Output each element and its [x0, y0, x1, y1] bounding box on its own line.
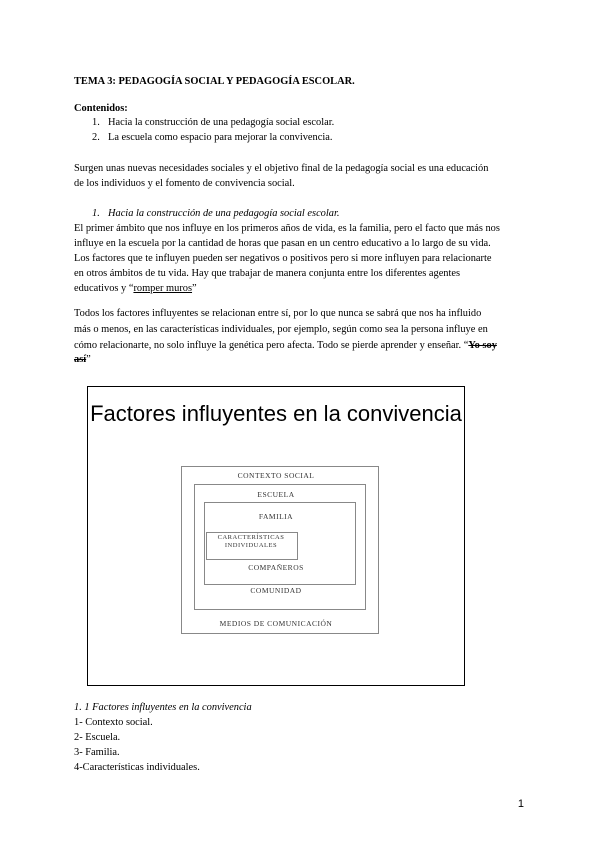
- intro-line: Surgen unas nuevas necesidades sociales y el objetivo final de la pedagogía social es una educación: [74, 163, 489, 174]
- section-line: Los factores que te influyen pueden ser negativos o positivos pero si more influyen para relacionarte: [74, 253, 492, 264]
- strikethrough-phrase: Yo soy: [468, 340, 497, 351]
- strikethrough-phrase: así: [74, 354, 87, 365]
- label-comunidad: COMUNIDAD: [250, 586, 302, 595]
- paragraph-line: más o menos, en las características individuales, por ejemplo, según como sea la persona influye en: [74, 324, 488, 335]
- section-line: [74, 281, 197, 296]
- page-number: 1: [517, 798, 524, 810]
- section-number: 1.: [92, 208, 100, 219]
- section-line: influye en la escuela por la cantidad de horas que pasan en un centro educativo a lo largo de su vida.: [74, 238, 491, 249]
- label-contexto-social: CONTEXTO SOCIAL: [237, 471, 315, 480]
- section-heading-text: Hacia la construcción de una pedagogía social escolar.: [108, 208, 340, 219]
- paragraph-line-suffix: ”: [86, 354, 91, 365]
- section-line-suffix: ”: [192, 283, 197, 294]
- label-escuela: ESCUELA: [257, 490, 295, 499]
- paragraph-line: Todos los factores influyentes se relacionan entre sí, por lo que nunca se sabrá que nos ha influido: [74, 308, 482, 319]
- label-familia: FAMILIA: [258, 512, 294, 521]
- label-caracteristicas: CARACTERÍSTICAS: [217, 534, 285, 541]
- contents-item-text: La escuela como espacio para mejorar la convivencia.: [108, 132, 333, 143]
- contenidos-label: Contenidos:: [74, 103, 128, 114]
- label-companeros: COMPAÑEROS: [248, 563, 304, 572]
- section-heading: [92, 206, 339, 221]
- paragraph-line: [74, 352, 91, 367]
- list-item: 2- Escuela.: [74, 732, 121, 743]
- contents-item-2: [92, 130, 332, 145]
- section-line: en otros ámbitos de tu vida. Hay que trabajar de manera conjunta entre los diferentes agentes: [74, 268, 461, 279]
- list-item: 3- Familia.: [74, 747, 120, 758]
- label-individuales: INDIVIDUALES: [224, 542, 278, 549]
- paragraph-line-prefix: cómo relacionarte, no solo influye la genética pero afecta. Todo se pierde aprender y enseñar. “: [74, 340, 469, 351]
- contents-item-1: [92, 115, 334, 130]
- list-item: 1- Contexto social.: [74, 717, 153, 728]
- list-item: 4-Características individuales.: [74, 762, 200, 773]
- diagram-figure: [87, 386, 465, 686]
- label-medios: MEDIOS DE COMUNICACIÓN: [219, 619, 333, 628]
- contents-item-text: Hacia la construcción de una pedagogía social escolar.: [108, 117, 335, 128]
- contents-item-number: 1.: [92, 117, 100, 128]
- underlined-phrase: romper muros: [133, 283, 193, 294]
- section-line: El primer ámbito que nos influye en los primeros años de vida, es la familia, pero el facto que más nos: [74, 223, 500, 234]
- list-heading: 1. 1 Factores influyentes en la convivencia: [74, 702, 252, 713]
- contents-item-number: 2.: [92, 132, 100, 143]
- page-title: TEMA 3: PEDAGOGÍA SOCIAL Y PEDAGOGÍA ESCOLAR.: [74, 76, 355, 87]
- section-line-prefix: educativos y “: [74, 283, 134, 294]
- intro-line: de los individuos y el fomento de convivencia social.: [74, 178, 295, 189]
- diagram-title: Factores influyentes en la convivencia: [90, 401, 462, 426]
- paragraph-line: [74, 338, 497, 353]
